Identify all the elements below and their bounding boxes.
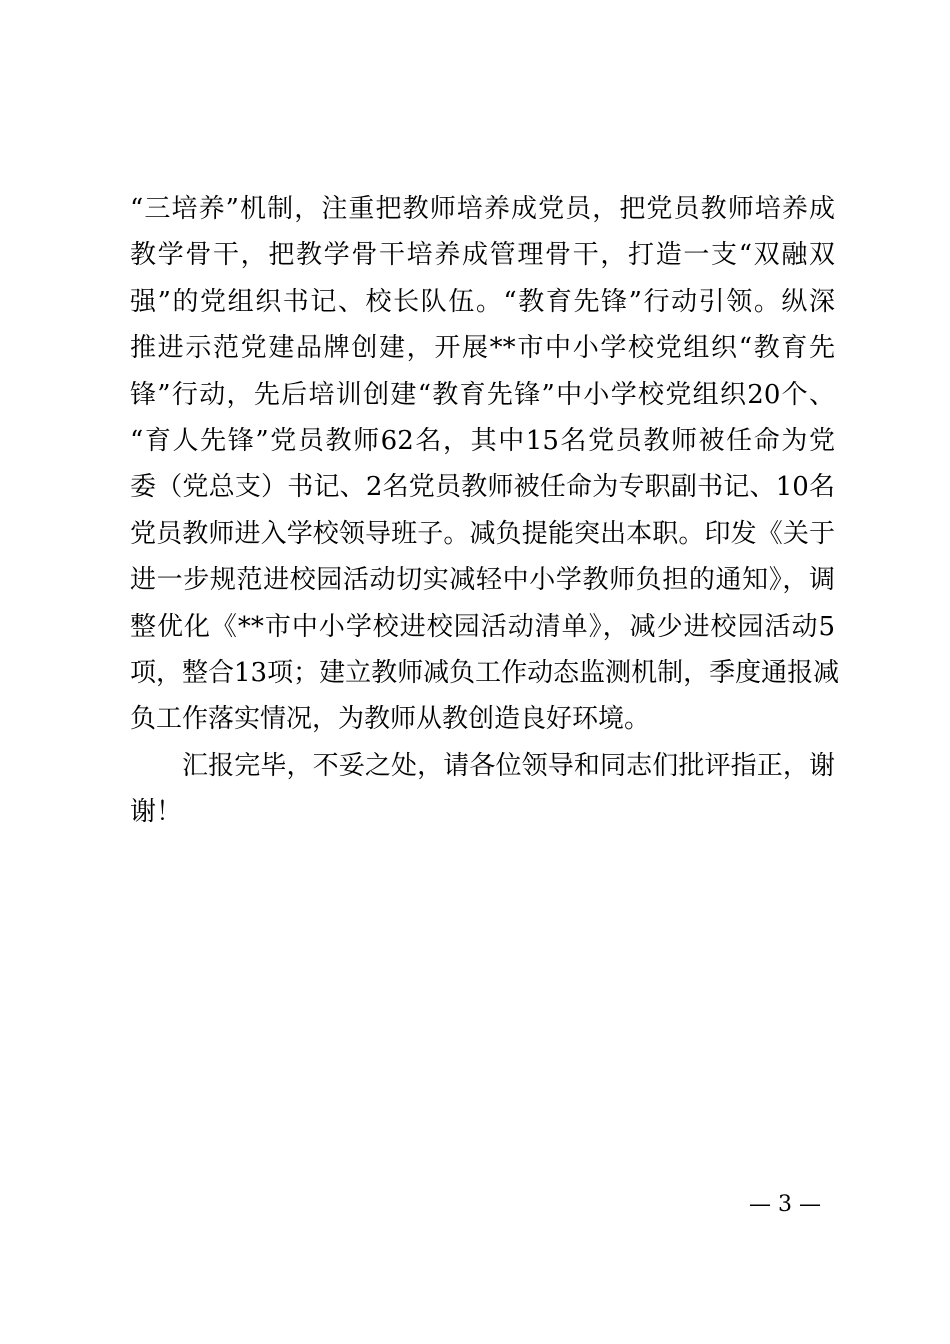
text-line: 委（党总支）书记、2名党员教师被任命为专职副书记、10名 bbox=[130, 472, 835, 503]
text-line: 锋”行动，先后培训创建“教育先锋”中小学校党组织20个、 bbox=[130, 379, 835, 410]
text-line: 教学骨干，把教学骨干培养成管理骨干，打造一支“双融双 bbox=[130, 240, 835, 271]
paragraph-2 bbox=[130, 743, 835, 836]
text-line: “育人先锋”党员教师62名，其中15名党员教师被任命为党 bbox=[130, 425, 835, 456]
text-line: 谢！ bbox=[130, 797, 183, 828]
text-line: 汇报完毕，不妥之处，请各位领导和同志们批评指正，谢 bbox=[182, 750, 835, 781]
text-line: 整优化《**市中小学校进校园活动清单》，减少进校园活动5 bbox=[130, 611, 835, 642]
text-line: 负工作落实情况，为教师从教创造良好环境。 bbox=[130, 704, 651, 735]
text-line: 项，整合13项；建立教师减负工作动态监测机制，季度通报减 bbox=[130, 657, 840, 688]
page-number: — 3 — bbox=[749, 1192, 821, 1217]
text-line: 进一步规范进校园活动切实减轻中小学教师负担的通知》，调 bbox=[130, 565, 835, 596]
text-line: 强”的党组织书记、校长队伍。“教育先锋”行动引领。纵深 bbox=[130, 286, 835, 317]
paragraph-1 bbox=[130, 186, 840, 743]
text-line: 党员教师进入学校领导班子。减负提能突出本职。印发《关于 bbox=[130, 518, 835, 549]
text-line: 推进示范党建品牌创建，开展**市中小学校党组织“教育先 bbox=[130, 333, 835, 364]
text-line: “三培养”机制，注重把教师培养成党员，把党员教师培养成 bbox=[130, 194, 835, 224]
body-text bbox=[130, 186, 840, 835]
